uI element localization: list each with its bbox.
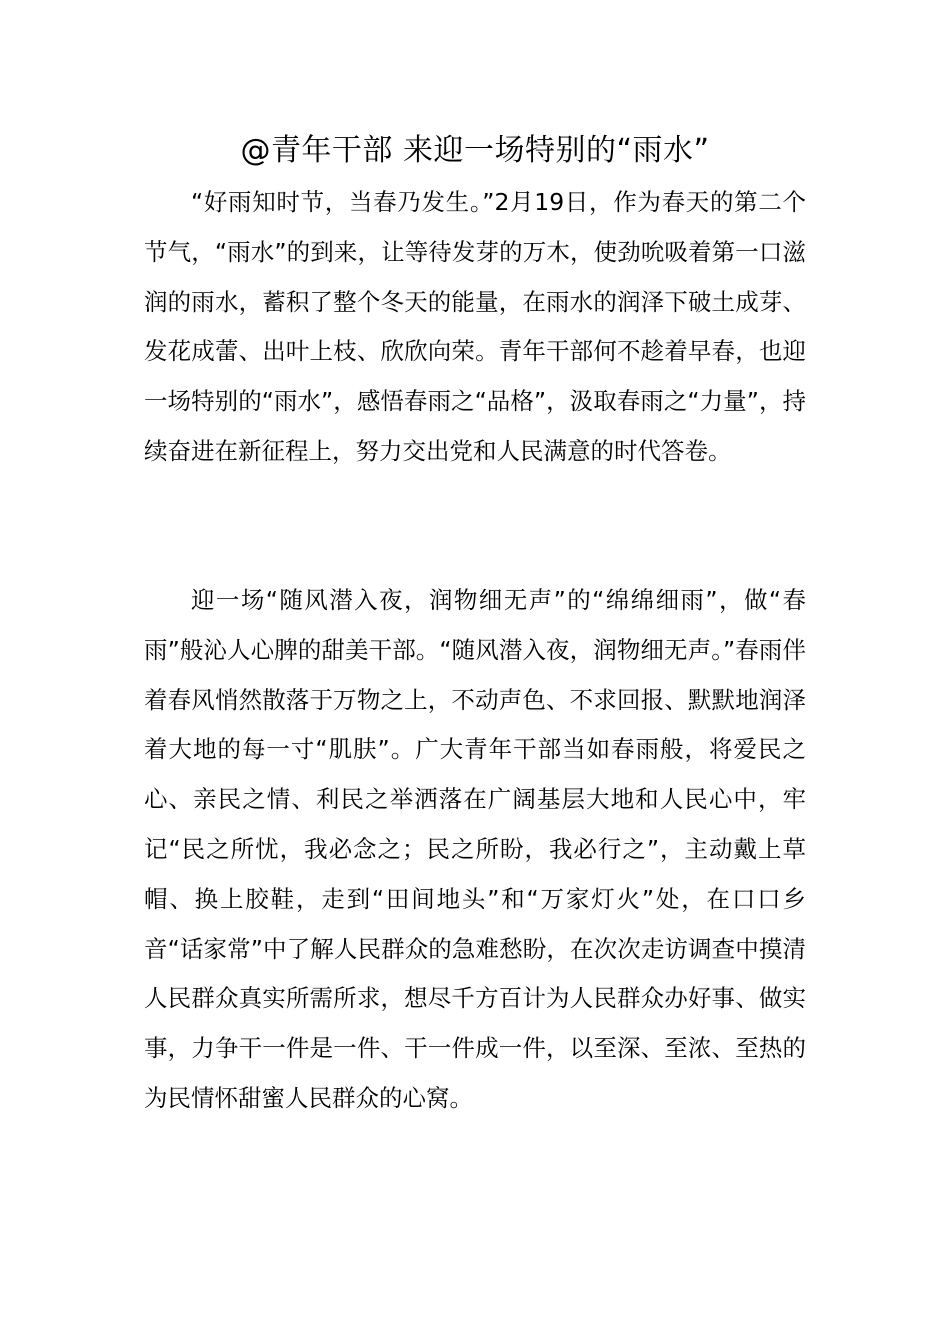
paragraph-1: “好雨知时节，当春乃发生。”2月19日，作为春天的第二个节气，“雨水”的到来，让等待发芽的万木，使劲吮吸着第一口滋润的雨水，蓄积了整个冬天的能量，在雨水的润泽下破土成芽、发花成蕾、出叶上枝、欣欣向荣。青年干部何不趁着早春，也迎一场特别的“雨水”，感悟春雨之“品格”，汲取春雨之“力量”，持续奋进在新征程上，努力交出党和人民满意的时代答卷。 <box>144 188 806 465</box>
document-title: @青年干部 来迎一场特别的“雨水” <box>240 133 710 168</box>
paragraph-2: 迎一场“随风潜入夜，润物细无声”的“绵绵细雨”，做“春雨”般沁人心脾的甜美干部。“随风潜入夜，润物细无声。”春雨伴着春风悄然散落于万物之上，不动声色、不求回报、默默地润泽着大地的每一寸“肌肤”。广大青年干部当如春雨般，将爱民之心、亲民之情、利民之举洒落在广阔基层大地和人民心中，牢记“民之所忧，我必念之；民之所盼，我必行之”，主动戴上草帽、换上胶鞋，走到“田间地头”和“万家灯火”处，在口口乡音“话家常”中了解人民群众的急难愁盼，在次次走访调查中摸清人民群众真实所需所求，想尽千方百计为人民群众办好事、做实事，力争干一件是一件、干一件成一件，以至深、至浓、至热的为民情怀甜蜜人民群众的心窝。 <box>144 586 806 1112</box>
